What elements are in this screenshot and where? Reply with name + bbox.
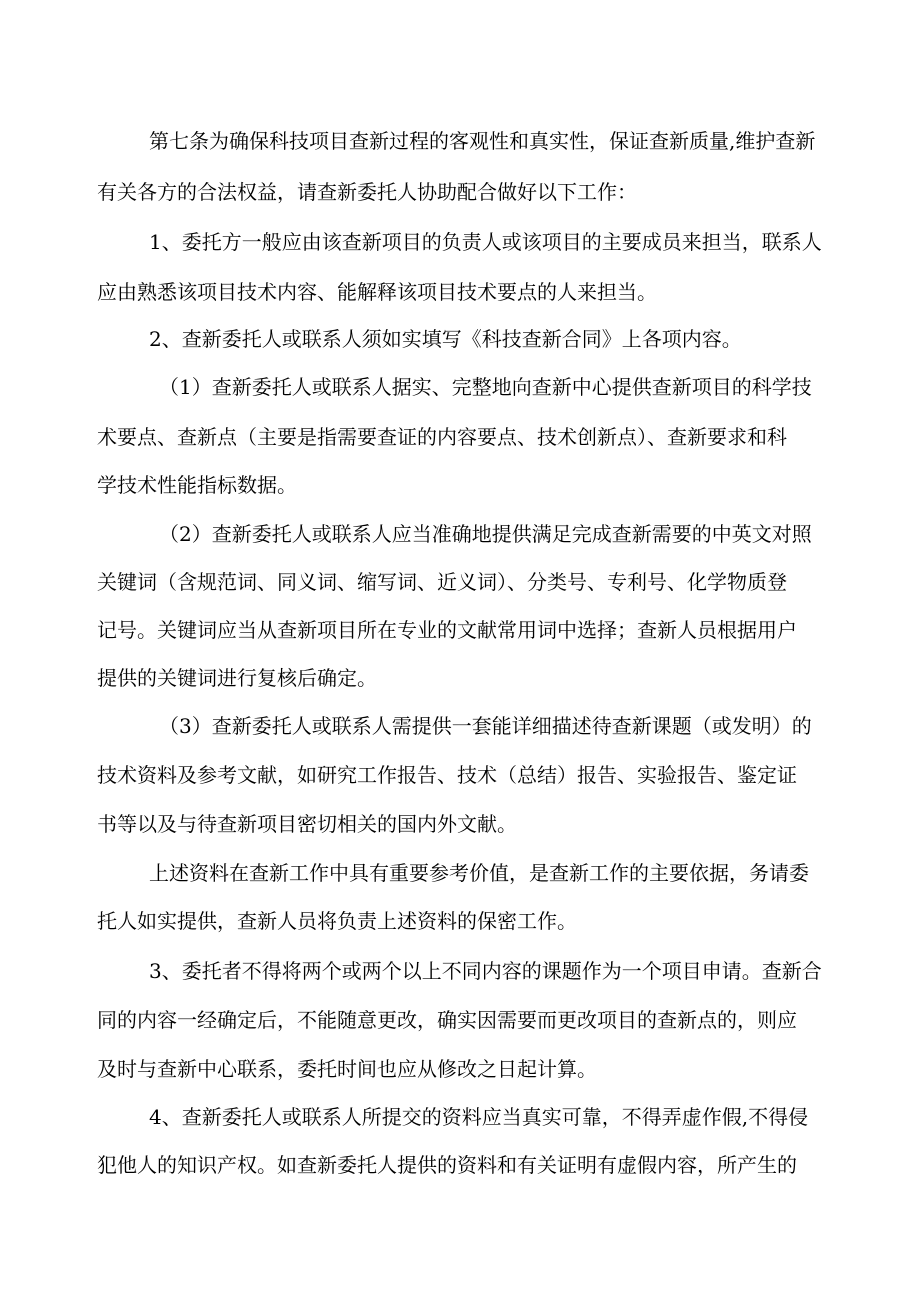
- item-2-sub-3-line-3: 书等以及与待查新项目密切相关的国内外文献。: [97, 812, 517, 836]
- item-2-line-1: 2、查新委托人或联系人须如实填写《科技查新合同》上各项内容。: [149, 327, 742, 351]
- article-7-intro-line-1: 第七条为确保科技项目查新过程的客观性和真实性，保证查新质量,维护查新: [149, 129, 816, 153]
- item-3-line-1: 3、委托者不得将两个或两个以上不同内容的课题作为一个项目申请。查新合: [149, 959, 822, 983]
- item-3-line-2: 同的内容一经确定后，不能随意更改，确实因需要而更改项目的查新点的，则应: [97, 1008, 797, 1032]
- item-2-sub-3-line-2: 技术资料及参考文献，如研究工作报告、技术（总结）报告、实验报告、鉴定证: [97, 763, 797, 787]
- item-2-sub-2-line-4: 提供的关键词进行复核后确定。: [97, 666, 377, 690]
- item-2-sub-1-line-3: 学技术性能指标数据。: [97, 473, 297, 497]
- item-2-sub-1-line-2: 术要点、查新点（主要是指需要查证的内容要点、技术创新点）、查新要求和科: [97, 425, 787, 449]
- item-2-sub-1-line-1: （1）查新委托人或联系人据实、完整地向查新中心提供查新项目的科学技: [159, 375, 812, 399]
- materials-note-line-1: 上述资料在查新工作中具有重要参考价值，是查新工作的主要依据，务请委: [149, 861, 809, 885]
- item-1-line-1: 1、委托方一般应由该查新项目的负责人或该项目的主要成员来担当，联系人: [149, 230, 822, 254]
- item-1-line-2: 应由熟悉该项目技术内容、能解释该项目技术要点的人来担当。: [97, 280, 657, 304]
- item-2-sub-2-line-1: （2）查新委托人或联系人应当准确地提供满足完成查新需要的中英文对照: [159, 522, 812, 546]
- article-7-intro-line-2: 有关各方的合法权益，请查新委托人协助配合做好以下工作：: [97, 180, 637, 204]
- materials-note-line-2: 托人如实提供，查新人员将负责上述资料的保密工作。: [97, 909, 577, 933]
- item-2-sub-3-line-1: （3）查新委托人或联系人需提供一套能详细描述待查新课题（或发明）的: [159, 714, 812, 738]
- item-2-sub-2-line-2: 关键词（含规范词、同义词、缩写词、近义词）、分类号、专利号、化学物质登: [97, 570, 787, 594]
- item-2-sub-2-line-3: 记号。关键词应当从查新项目所在专业的文献常用词中选择；查新人员根据用户: [97, 618, 797, 642]
- item-4-line-1: 4、查新委托人或联系人所提交的资料应当真实可靠，不得弄虚作假,不得侵: [149, 1105, 809, 1129]
- item-4-line-2: 犯他人的知识产权。如查新委托人提供的资料和有关证明有虚假内容，所产生的: [97, 1153, 797, 1177]
- item-3-line-3: 及时与查新中心联系，委托时间也应从修改之日起计算。: [97, 1057, 597, 1081]
